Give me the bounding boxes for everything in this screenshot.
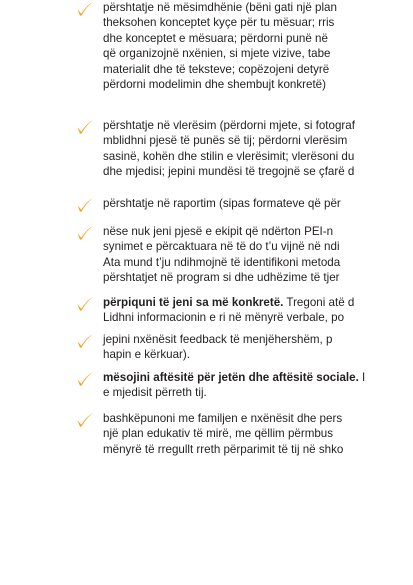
checkmark-icon (76, 197, 94, 213)
checkmark-icon (76, 412, 94, 428)
list-item-text: mësojini aftësitë për jetën dhe aftësitë sociale. I e mjedisit përreth tij. (103, 370, 413, 401)
checkmark-icon (76, 1, 94, 17)
checkmark-glyph (76, 225, 94, 241)
checkmark-icon (76, 119, 94, 135)
bold-phrase: mësojini aftësitë për jetën dhe aftësitë sociale. (103, 371, 359, 384)
list-item-line-bold: përpiquni të jeni sa më konkretë. Tregoni atë d (103, 296, 355, 309)
checkmark-glyph (76, 296, 94, 312)
checkmark-icon (76, 225, 94, 241)
checkmark-icon (76, 333, 94, 349)
checkmark-glyph (76, 197, 94, 213)
bold-phrase: përpiquni të jeni sa më konkretë. (103, 296, 284, 309)
list-item-text: bashkëpunoni me familjen e nxënësit dhe pers një plan edukativ të mirë, me qëllim përmbus mënyrë të rregullt rreth përparimit të tij në shko (103, 412, 344, 456)
checkmark-glyph (76, 1, 94, 17)
checkmark-glyph (76, 119, 94, 135)
list-item-line-bold: mësojini aftësitë për jetën dhe aftësitë sociale. I (103, 371, 366, 384)
checkmark-glyph (76, 371, 94, 387)
list-item-text: jepini nxënësit feedback të menjëhershëm, p hapin e kërkuar). (103, 333, 333, 362)
checkmark-icon (76, 371, 94, 387)
list-item-text: përshtatje në raportim (sipas formateve që për (103, 197, 341, 210)
checkmark-glyph (76, 333, 94, 349)
checkmark-glyph (76, 412, 94, 428)
list-item-text: nëse nuk jeni pjesë e ekipit që ndërton PEI-n synimet e përcaktuara në të do t’u vijnë në ndi Ata mund t’ju ndihmojnë të identifikoni metoda përshtatjet në program si dhe udhëzime të tjer (103, 225, 341, 285)
checkmark-icon (76, 296, 94, 312)
list-item-text: përshtatje në vlerësim (përdorni mjete, si fotograf mblidhni pjesë të punës së tij; përdorni vlerësim sasinë, kohën dhe stilin e vlerësimit; vlerësoni du dhe mjedisi; jepini mundësi të tregojnë se çfarë d (103, 119, 355, 179)
list-item-text: përshtatje në mësimdhënie (bëni gati një plan theksohen konceptet kyçe për tu mësuar; rris dhe konceptet e mësuara; përdorni punë në që organizojnë nxënien, si mjete vizive, tabe materialit dhe të teksteve; copëzojeni detyrë përdorni modelimin dhe shembujt konkretë) (103, 1, 337, 91)
list-item-text: përpiquni të jeni sa më konkretë. Tregoni atë d Lidhni informacionin e ri në mënyrë verbale, po (103, 295, 413, 326)
